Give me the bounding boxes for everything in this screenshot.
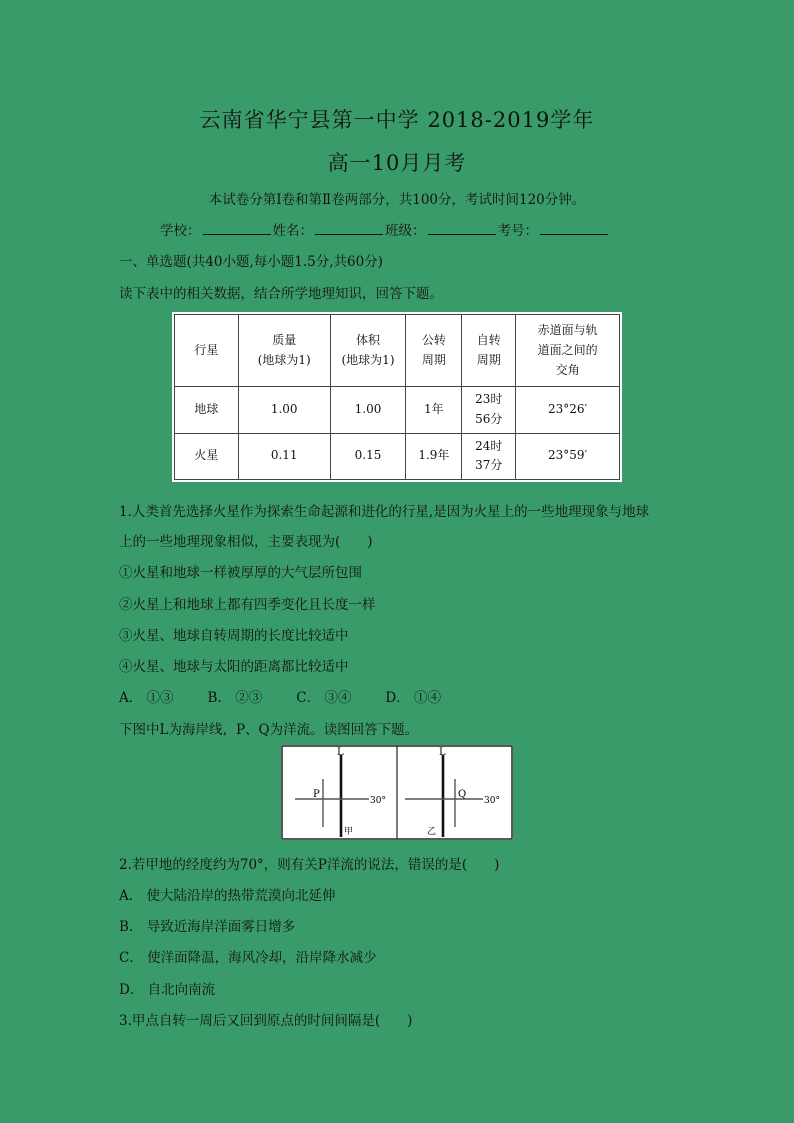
table-header-cell — [462, 315, 516, 387]
q1-option-a[interactable]: A． ①③ — [119, 690, 174, 706]
table-cell — [406, 433, 462, 479]
question-1-line1: 1.人类首先选择火星作为探索生命起源和进化的行星,是因为火星上的一些地理现象与地球 — [119, 504, 650, 520]
q1-statement-3: ③火星、地球自转周期的长度比较适中 — [119, 628, 349, 644]
table-cell-text: 地球 — [194, 402, 219, 417]
q1-statement-1: ①火星和地球一样被厚厚的大气层所包围 — [119, 565, 362, 581]
question-1-line2: 上的一些地理现象相似，主要表现为( ) — [119, 534, 373, 550]
question-3-stem: 3.甲点自转一周后又回到原点的时间间隔是( ) — [119, 1013, 413, 1029]
table-cell-text: 赤道面与轨 — [537, 323, 598, 338]
q1-option-c[interactable]: C． ③④ — [296, 690, 352, 706]
table-cell-text: 37分 — [475, 458, 503, 473]
table-cell-text: 火星 — [194, 448, 219, 463]
table-cell-text: 1年 — [424, 402, 444, 417]
table-header-cell — [406, 315, 462, 387]
table-cell-text: 0.15 — [354, 448, 382, 463]
table-cell — [462, 387, 516, 433]
table-cell-text: 1.00 — [270, 402, 298, 417]
coastline-label-right: L — [439, 747, 446, 758]
table-header-cell — [175, 315, 239, 387]
school-blank[interactable] — [203, 222, 271, 235]
table-cell — [330, 433, 406, 479]
table-cell-text: 23时 — [475, 392, 503, 407]
q2-option-d[interactable]: D． 自北向南流 — [119, 982, 216, 998]
table-header-cell — [330, 315, 406, 387]
table-header-cell — [238, 315, 330, 387]
coastline-diagram — [281, 745, 513, 840]
q1-options — [119, 686, 475, 706]
table-cell-text: 行星 — [194, 342, 219, 357]
table-cell — [175, 433, 239, 479]
section-heading: 一、单选题(共40小题,每小题1.5分,共60分) — [119, 254, 383, 270]
q2-option-b[interactable]: B． 导致近海岸洋面雾日增多 — [119, 919, 296, 935]
table-cell-text: 周期 — [421, 352, 446, 367]
question-2-stem: 2.若甲地的经度约为70°，则有关P洋流的说法，错误的是( ) — [119, 857, 500, 873]
table-cell — [462, 433, 516, 479]
table-cell — [238, 387, 330, 433]
q1-statement-4: ④火星、地球与太阳的距离都比较适中 — [119, 659, 349, 675]
student-info-fields — [160, 219, 610, 239]
current-p-label: P — [313, 789, 320, 800]
table-cell — [406, 387, 462, 433]
latitude-label-right: 30° — [484, 796, 500, 806]
exam-title-line2: 高一10月月考 — [327, 151, 467, 175]
table-cell-text: 周期 — [476, 352, 501, 367]
table-cell — [330, 387, 406, 433]
table-cell-text: 23°26′ — [547, 402, 588, 417]
name-blank[interactable] — [315, 222, 383, 235]
table-cell — [175, 387, 239, 433]
q1-option-b[interactable]: B． ②③ — [207, 690, 263, 706]
coastline-label-left: L — [337, 747, 344, 758]
table-row — [175, 433, 620, 479]
q1-statement-2: ②火星上和地球上都有四季变化且长度一样 — [119, 597, 376, 613]
coastline-current-figure — [281, 745, 513, 840]
table-cell — [238, 433, 330, 479]
name-label: 姓名： — [272, 223, 313, 239]
table-cell-text: 体积 — [356, 332, 381, 347]
q1-option-d[interactable]: D． ①④ — [385, 690, 442, 706]
figure-intro: 下图中L为海岸线，P、Q为洋流。读图回答下题。 — [119, 722, 419, 738]
location-yi-label: 乙 — [427, 827, 437, 837]
exam-instructions: 本试卷分第Ⅰ卷和第Ⅱ卷两部分，共100分，考试时间120分钟。 — [208, 192, 586, 208]
table-intro: 读下表中的相关数据，结合所学地理知识，回答下题。 — [119, 286, 443, 302]
table-cell-text: 公转 — [421, 332, 446, 347]
q2-option-c[interactable]: C． 使洋面降温，海风冷却，沿岸降水减少 — [119, 950, 377, 966]
table-header-cell — [516, 315, 620, 387]
table-header-row — [175, 315, 620, 387]
table-cell-text: 24时 — [475, 438, 503, 453]
exam-number-blank[interactable] — [540, 222, 608, 235]
table-cell-text: 0.11 — [270, 448, 298, 463]
current-q-label: Q — [458, 789, 467, 800]
table-cell-text: 自转 — [476, 332, 501, 347]
table-cell-text: 质量 — [272, 332, 297, 347]
table-row — [175, 387, 620, 433]
school-label: 学校： — [160, 223, 201, 239]
location-jia-label: 甲 — [344, 827, 354, 837]
table-cell-text: 交角 — [555, 362, 580, 377]
class-blank[interactable] — [428, 222, 496, 235]
table-cell — [516, 387, 620, 433]
table-cell-text: (地球为1) — [257, 352, 311, 367]
q2-option-a[interactable]: A． 使大陆沿岸的热带荒漠向北延伸 — [119, 888, 336, 904]
planet-data-table — [174, 314, 620, 480]
exam-number-label: 考号： — [497, 223, 538, 239]
table-cell — [516, 433, 620, 479]
table-cell-text: (地球为1) — [341, 352, 395, 367]
table-cell-text: 23°59′ — [547, 448, 588, 463]
table-cell-text: 56分 — [475, 412, 503, 427]
table-cell-text: 道面之间的 — [537, 342, 598, 357]
table-cell-text: 1.9年 — [418, 448, 450, 463]
exam-title-line1: 云南省华宁县第一中学 2018-2019学年 — [199, 108, 595, 132]
class-label: 班级： — [385, 223, 426, 239]
latitude-label-left: 30° — [370, 796, 386, 806]
table-cell-text: 1.00 — [354, 402, 382, 417]
